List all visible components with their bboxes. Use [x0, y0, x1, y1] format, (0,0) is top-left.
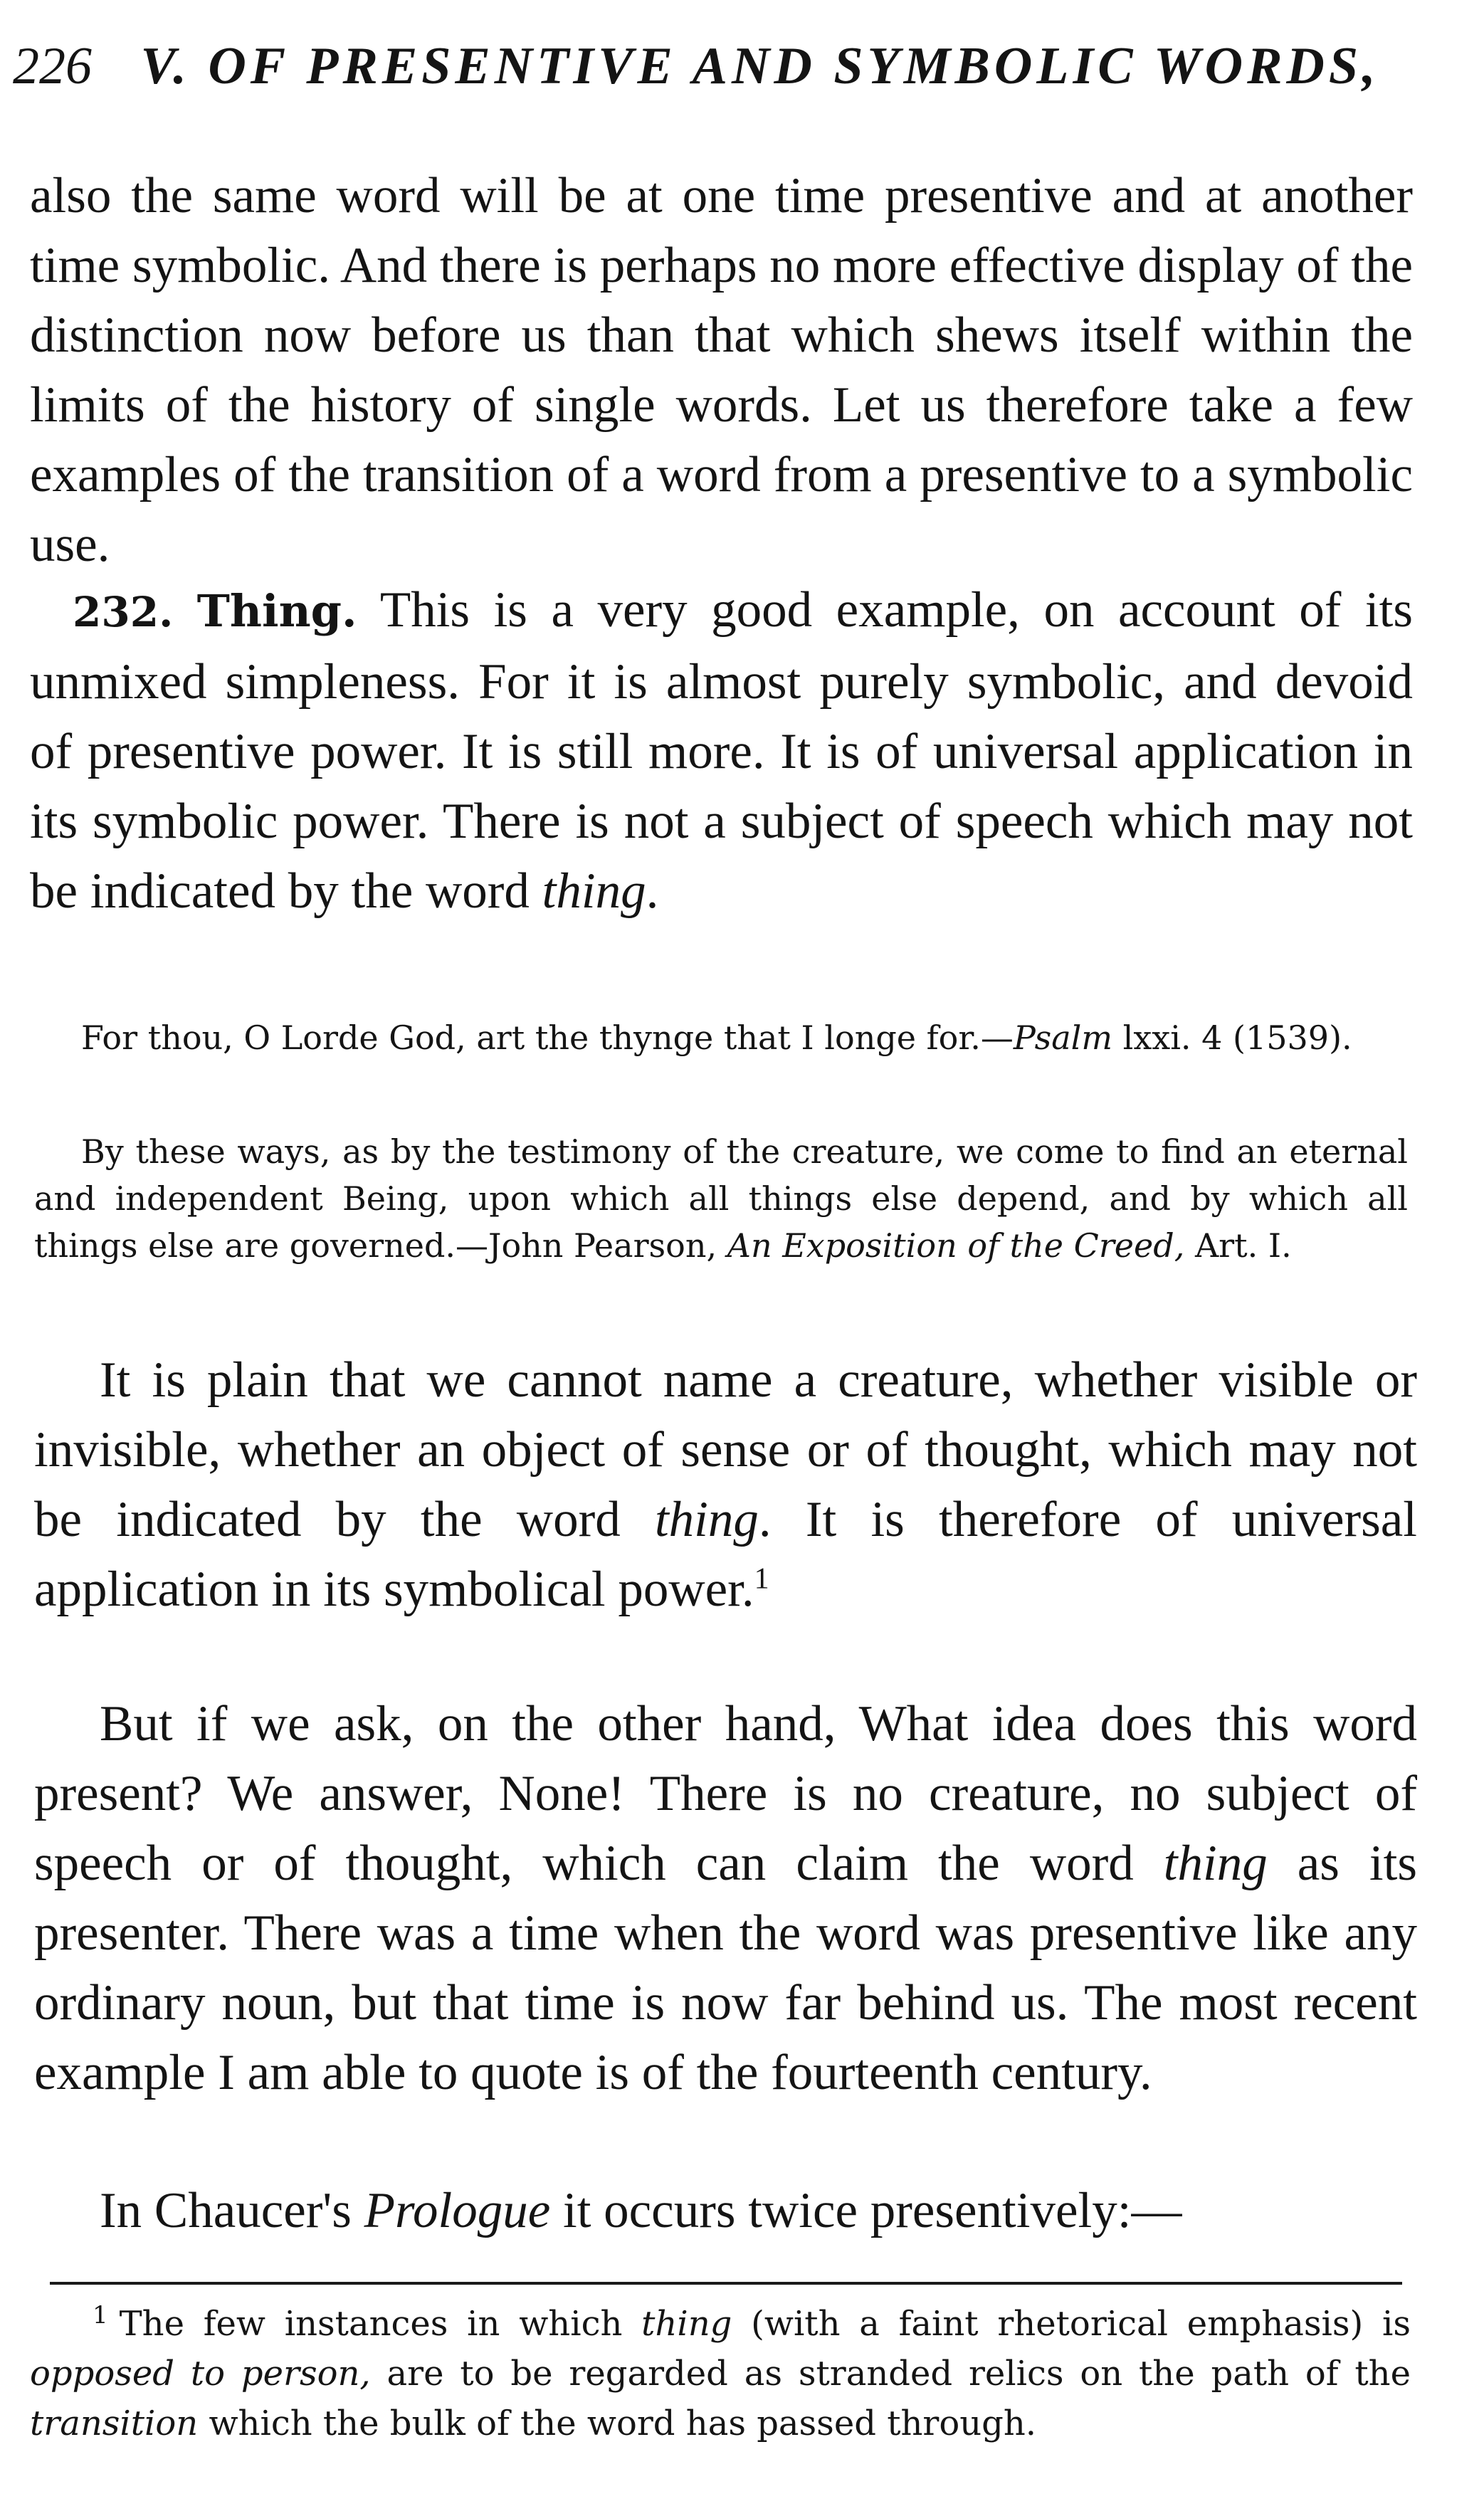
paragraph-3-text: It is plain that we cannot name a creature, whether visible or invisible, whether an object of sense or of thought, which may not be indicated by the word [34, 1352, 1417, 1547]
quotation-2 [34, 1128, 1408, 1269]
quotation-2-source: An Exposition of the Creed, [727, 1226, 1185, 1265]
footnote [30, 2299, 1411, 2448]
running-head: V. OF PRESENTIVE AND SYMBOLIC WORDS, [140, 37, 1380, 95]
paragraph-4-text: But if we ask, on the other hand, What idea does this word present? We answer, None! There is no creature, no subject of speech or of thought, which can claim the word [34, 1696, 1417, 1891]
footnote-text-middle-2: are to be regarded as stranded relics on the path of the [386, 2354, 1411, 2394]
footnote-italic-1: thing [641, 2304, 732, 2344]
section-number: 232. [73, 588, 174, 636]
paragraph-5-end: it occurs twice presentively:— [562, 2183, 1182, 2238]
footnote-text-middle: (with a faint rhetorical emphasis) is [751, 2304, 1411, 2344]
footnote-rule [50, 2282, 1402, 2285]
section-heading: Thing. [196, 585, 357, 637]
italic-word: thing [654, 1492, 759, 1547]
paragraph-4 [34, 1689, 1417, 2107]
footnote-italic-3: transition [30, 2404, 199, 2443]
paragraph-2 [30, 575, 1413, 926]
paragraph-3-end: . It is therefore of universal application in its symbolical power. [34, 1492, 1418, 1617]
italic-word: Prologue [364, 2183, 551, 2238]
footnote-reference: 1 [754, 1562, 769, 1596]
paragraph-1 [30, 161, 1413, 579]
page-number: 226 [13, 37, 92, 95]
footnote-text: The few instances in which [119, 2304, 623, 2344]
italic-word: thing [542, 863, 646, 919]
paragraph-2-end: . [646, 863, 659, 919]
italic-word: thing [1163, 1836, 1268, 1891]
paragraph-2-text: This is a very good example, on account of its unmixed simpleness. For it is almost purely symbolic, and devoid of presentive power. It is still more. It is of universal application in its symbolic power. There is not a subject of speech which may not be indicated by the word [30, 582, 1414, 919]
paragraph-5-text: In Chaucer's [100, 2183, 352, 2238]
footnote-text-end: which the bulk of the word has passed through. [209, 2404, 1037, 2443]
footnote-mark: 1 [93, 2301, 108, 2330]
footnote-italic-2: opposed to person, [30, 2354, 371, 2394]
paragraph-3 [34, 1345, 1417, 1624]
paragraph-5 [34, 2176, 1417, 2246]
page-header [13, 27, 1401, 105]
paragraph-4-end: as its presenter. There was a time when the word was presentive like any ordinary noun, but that time is now far behind us. The most recent example I am able to quote is of the fourteenth century. [34, 1836, 1418, 2100]
quotation-1 [34, 1014, 1408, 1061]
quotation-1-ref: lxxi. 4 (1539). [1122, 1018, 1352, 1057]
quotation-1-source: Psalm [1013, 1018, 1112, 1057]
quotation-1-text: For thou, O Lorde God, art the thynge that I longe for.— [81, 1018, 1014, 1057]
quotation-2-text: By these ways, as by the testimony of the creature, we come to find an eternal and independent Being, upon which all things else depend, and by which all things else are governed.—John Pearson, [34, 1132, 1408, 1265]
paragraph-1-text: also the same word will be at one time presentive and at another time symbolic. And there is perhaps no more effective display of the distinction now before us than that which shews itself within the limits of the history of single words. Let us therefore take a few examples of the transition of a word from a presentive to a symbolic use. [30, 168, 1413, 572]
quotation-2-ref: Art. I. [1194, 1226, 1292, 1265]
